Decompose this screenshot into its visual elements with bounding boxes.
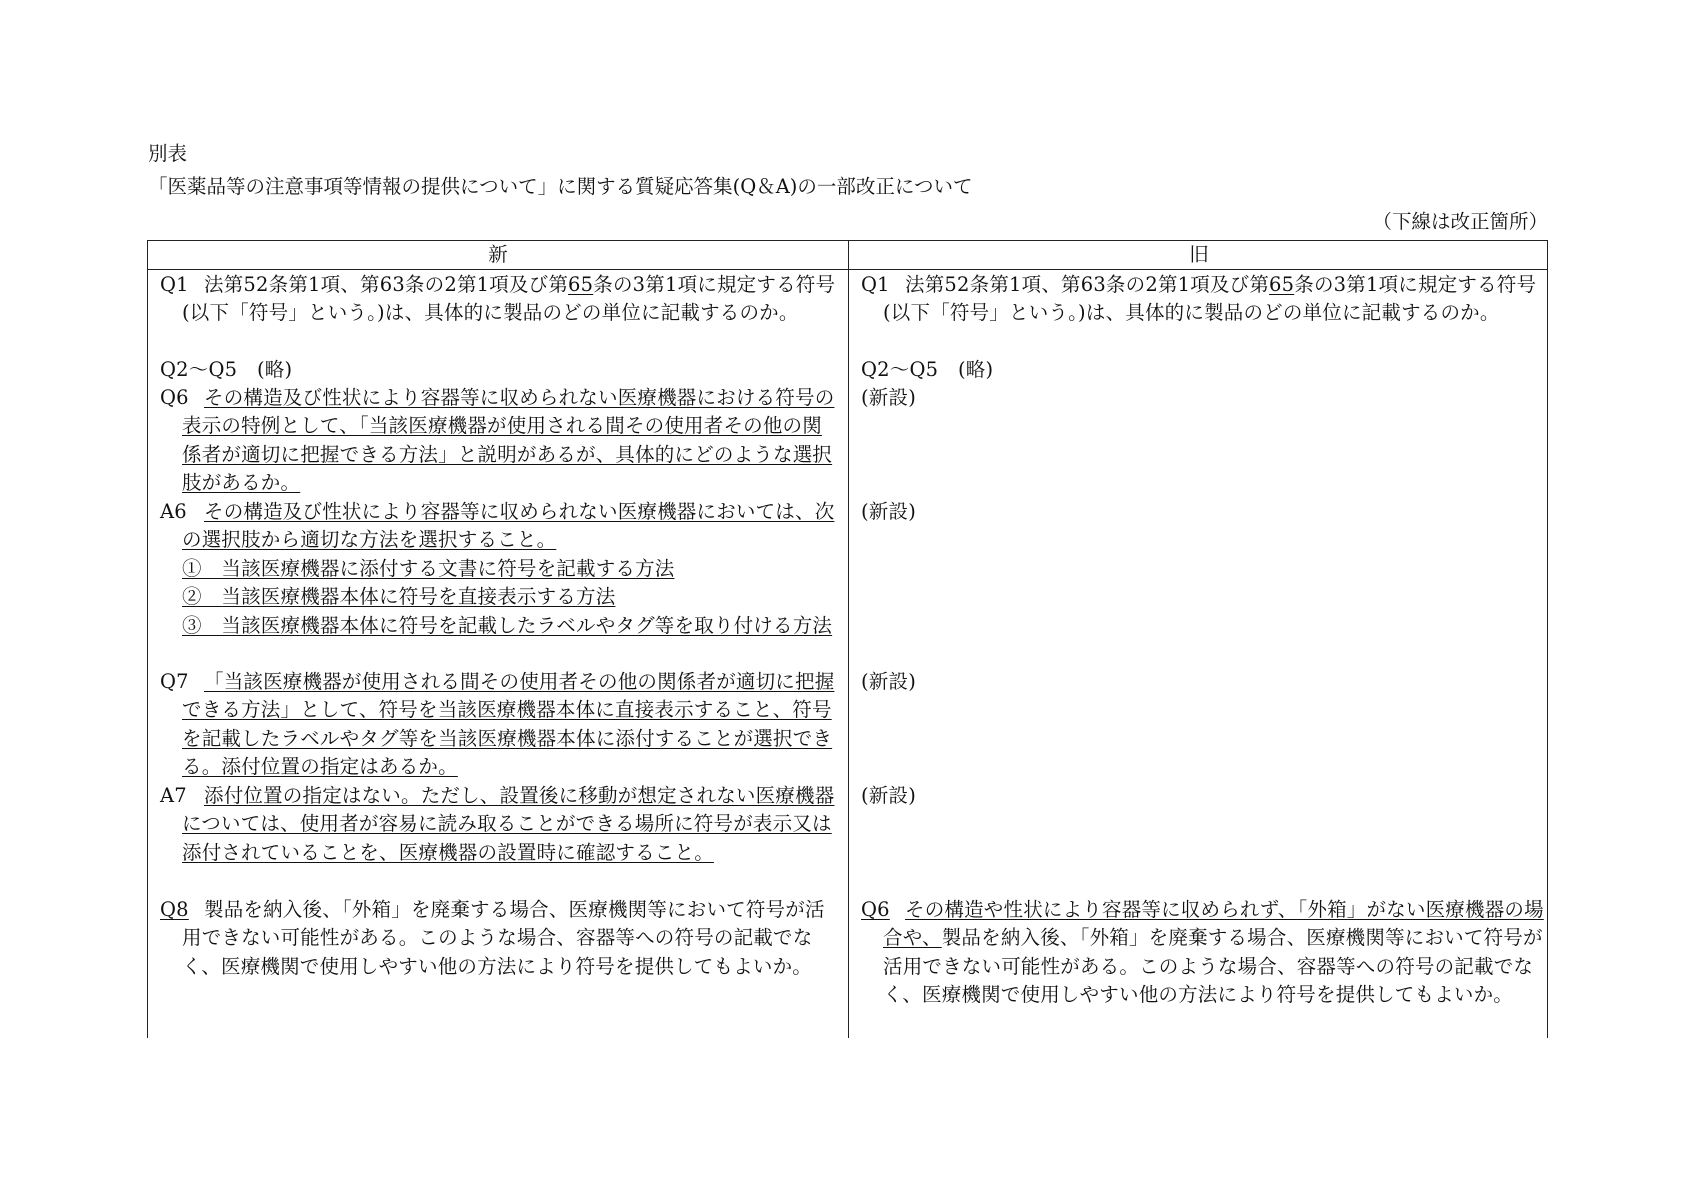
old-q6 [861, 896, 1544, 1010]
old-new-mark-a7 [861, 782, 1544, 896]
old-q6-label: Q6 [861, 898, 890, 921]
new-q1-text-underlined: 65 [568, 273, 594, 296]
new-a7 [160, 782, 841, 896]
new-q8 [160, 896, 841, 981]
new-q6-label: Q6 [160, 386, 189, 409]
new-a6-option-1: ① 当該医療機器に添付する文書に符号を記載する方法 [182, 556, 675, 580]
new-q1-text-b: 条の3第1項に規定する符号(以下「符号」という。)は、具体的に製品のどの単位に記載するのか。 [182, 273, 836, 325]
old-new-mark-4: (新設) [861, 784, 917, 807]
column-new [160, 271, 841, 981]
document-title: 「医薬品等の注意事項等情報の提供について」に関する質疑応答集(Q＆A)の一部改正について [148, 175, 973, 198]
old-new-mark-q6 [861, 384, 1544, 498]
new-q6-text: その構造及び性状により容器等に収められない医療機器における符号の表示の特例として、「当該医療機器が使用される間その使用者その他の関係者が適切に把握できる方法」と説明があるが、具体的にどのような選択肢があるか。 [182, 386, 835, 495]
new-q2-q5 [160, 356, 841, 384]
old-q1-text-underlined: 65 [1269, 273, 1295, 296]
new-a6 [160, 498, 841, 668]
new-q1-text-a: 法第52条第1項、第63条の2第1項及び第 [204, 273, 569, 296]
new-a7-label: A7 [160, 784, 187, 807]
new-q7 [160, 668, 841, 782]
new-q6 [160, 384, 841, 498]
new-q8-text: 製品を納入後、「外箱」を廃棄する場合、医療機関等において符号が活用できない可能性がある。このような場合、容器等への符号の記載でなく、医療機関で使用しやすい他の方法により符号を提供してもよいか。 [182, 898, 825, 978]
header-new: 新 [488, 243, 508, 266]
column-divider [848, 241, 849, 1038]
new-q1 [160, 271, 841, 356]
old-q2-q5-text: Q2～Q5 (略) [861, 358, 994, 381]
new-a6-option-2: ② 当該医療機器本体に符号を直接表示する方法 [182, 585, 616, 609]
header-old: 旧 [1189, 243, 1209, 266]
new-a6-text: その構造及び性状により容器等に収められない医療機器においては、次の選択肢から適切な方法を選択すること。 [182, 500, 835, 552]
old-q1-text-a: 法第52条第1項、第63条の2第1項及び第 [905, 273, 1270, 296]
annex-label: 別表 [148, 142, 188, 165]
underline-note: （下線は改正箇所） [1372, 210, 1548, 233]
old-q2-q5 [861, 356, 1544, 384]
old-q6-text-underlined: その構造や性状により容器等に収められず、「外箱」がない医療機器の場合や、 [883, 898, 1544, 950]
old-new-mark-q7 [861, 668, 1544, 782]
table-header-row [148, 241, 1547, 270]
new-a6-label: A6 [160, 500, 187, 523]
old-new-mark-1: (新設) [861, 386, 917, 409]
new-q1-label: Q1 [160, 273, 189, 296]
new-q2-q5-text: Q2～Q5 (略) [160, 358, 293, 381]
old-new-mark-2: (新設) [861, 500, 917, 523]
old-new-mark-a6 [861, 498, 1544, 668]
old-q1-label: Q1 [861, 273, 890, 296]
old-new-mark-3: (新設) [861, 670, 917, 693]
new-a6-option-3: ③ 当該医療機器本体に符号を記載したラベルやタグ等を取り付ける方法 [182, 613, 833, 637]
new-q8-label: Q8 [160, 898, 189, 921]
new-q7-label: Q7 [160, 670, 189, 693]
old-q1-text-b: 条の3第1項に規定する符号(以下「符号」という。)は、具体的に製品のどの単位に記載するのか。 [883, 273, 1537, 325]
new-q7-text: 「当該医療機器が使用される間その使用者その他の関係者が適切に把握できる方法」として、符号を当該医療機器本体に直接表示すること、符号を記載したラベルやタグ等を当該医療機器本体に添付することが選択できる。添付位置の指定はあるか。 [182, 670, 835, 779]
new-a7-text: 添付位置の指定はない。ただし、設置後に移動が想定されない医療機器については、使用者が容易に読み取ることができる場所に符号が表示又は添付されていることを、医療機器の設置時に確認すること。 [182, 784, 835, 864]
old-q1 [861, 271, 1544, 356]
old-q6-text: 製品を納入後、「外箱」を廃棄する場合、医療機関等において符号が活用できない可能性がある。このような場合、容器等への符号の記載でなく、医療機関で使用しやすい他の方法により符号を提供してもよいか。 [883, 926, 1543, 1007]
comparison-table [147, 240, 1548, 1038]
column-old [861, 271, 1544, 1010]
